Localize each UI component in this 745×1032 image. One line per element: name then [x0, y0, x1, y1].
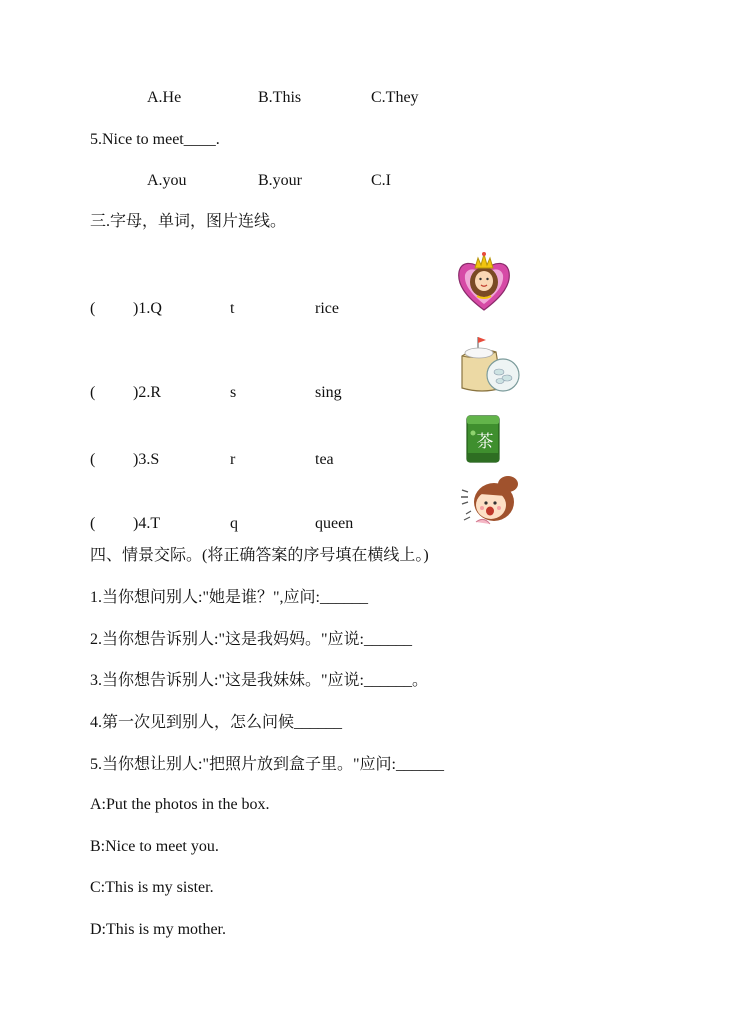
row1-number: )1.Q: [133, 300, 162, 317]
section4-question-2: 2.当你想告诉别人:"这是我妈妈。"应说:______: [90, 631, 412, 648]
q4-option-a: A.He: [147, 89, 182, 106]
row1-letter: t: [230, 300, 235, 317]
row4-paren: (: [90, 515, 96, 532]
row2-paren: (: [90, 384, 96, 401]
section4-question-1: 1.当你想问别人:"她是谁？",应问:______: [90, 589, 368, 606]
row2-word: sing: [315, 384, 342, 401]
section4-title: 四、情景交际。(将正确答案的序号填在横线上。): [90, 547, 429, 564]
q5-option-c: C.I: [371, 172, 391, 189]
rice-icon: [456, 334, 522, 396]
tea-icon: [463, 413, 503, 465]
q4-option-b: B.This: [258, 89, 302, 106]
row3-word: tea: [315, 451, 334, 468]
row2-letter: s: [230, 384, 237, 401]
section3-title: 三.字母，单词，图片连线。: [90, 213, 287, 230]
row4-word: queen: [315, 515, 354, 532]
section4-answer-a: A:Put the photos in the box.: [90, 796, 270, 813]
row4-number: )4.T: [133, 515, 161, 532]
section4-answer-b: B:Nice to meet you.: [90, 838, 219, 855]
queen-icon: [455, 248, 513, 312]
section4-question-4: 4.第一次见到别人，怎么问候______: [90, 714, 343, 731]
section4-question-3: 3.当你想告诉别人:"这是我妹妹。"应说:______。: [90, 672, 428, 689]
singing-girl-icon: [458, 470, 524, 530]
section4-question-5: 5.当你想让别人:"把照片放到盒子里。"应问:______: [90, 756, 444, 773]
row3-paren: (: [90, 451, 96, 468]
section4-answer-d: D:This is my mother.: [90, 921, 226, 938]
row1-word: rice: [315, 300, 339, 317]
q5-option-b: B.your: [258, 172, 302, 189]
row4-letter: q: [230, 515, 238, 532]
row3-number: )3.S: [133, 451, 160, 468]
section4-answer-c: C:This is my sister.: [90, 879, 214, 896]
tea-character: 茶: [476, 432, 494, 452]
row3-letter: r: [230, 451, 236, 468]
q4-option-c: C.They: [371, 89, 419, 106]
q5-question: 5.Nice to meet____.: [90, 131, 220, 148]
row1-paren: (: [90, 300, 96, 317]
q5-option-a: A.you: [147, 172, 187, 189]
row2-number: )2.R: [133, 384, 161, 401]
